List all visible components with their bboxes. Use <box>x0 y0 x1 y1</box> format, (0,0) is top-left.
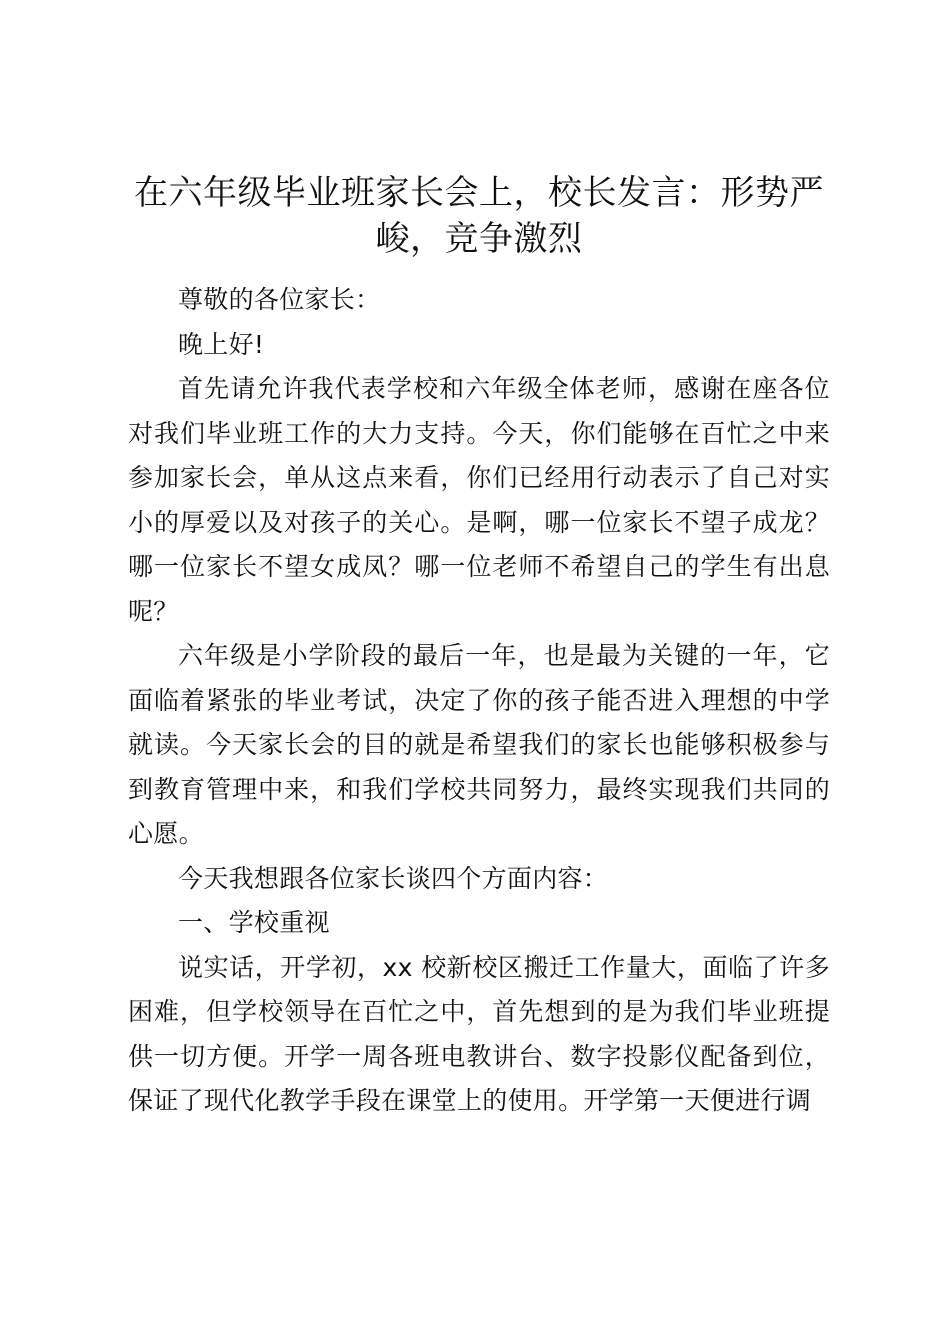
paragraph-four-aspects: 今天我想跟各位家长谈四个方面内容： <box>178 863 609 893</box>
section-heading-school: 一、学校重视 <box>178 908 330 937</box>
paragraph-school-details: 说实话，开学初，xx 校新校区搬迁工作量大，面临了许多困难，但学校领导在百忙之中，首先想到的是为我们毕业班提供一切方便。开学一周各班电教讲台、数字投影仪配备到位，保证了现代化教学手段在课堂上的使用。开学第一天便进行调 <box>128 952 830 1115</box>
greeting: 晚上好! <box>178 329 265 359</box>
document-title: 在六年级毕业班家长会上，校长发言：形势严峻，竞争激烈 <box>134 173 824 259</box>
paragraph-sixth-grade: 六年级是小学阶段的最后一年，也是最为关键的一年，它面临着紧张的毕业考试，决定了你的孩子能否进入理想的中学就读。今天家长会的目的就是希望我们的家长也能够积极参与到教育管理中来，和我们学校共同努力，最终实现我们共同的心愿。 <box>128 641 830 848</box>
salutation: 尊敬的各位家长： <box>178 285 381 314</box>
document-page <box>128 150 830 1124</box>
paragraph-thanks: 首先请允许我代表学校和六年级全体老师，感谢在座各位对我们毕业班工作的大力支持。今天，你们能够在百忙之中来参加家长会，单从这点来看，你们已经用行动表示了自己对实小的厚爱以及对孩子的关心。是啊，哪一位家长不望子成龙？哪一位家长不望女成凤？哪一位老师不希望自己的学生有出息呢？ <box>128 374 830 626</box>
